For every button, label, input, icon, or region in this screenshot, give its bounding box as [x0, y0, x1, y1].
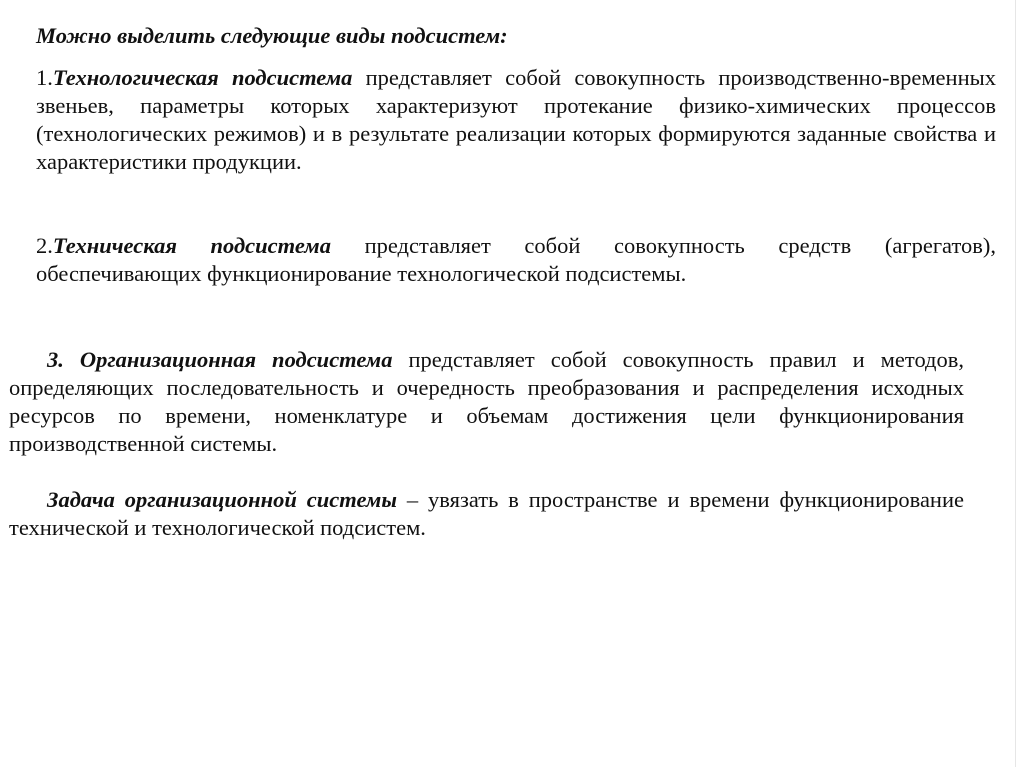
slide-heading: Можно выделить следующие виды подсистем:	[36, 23, 508, 48]
term-organizational-task: Задача организационной системы	[47, 487, 397, 512]
definition-text: представляет собой совокупность средств (агрегатов), обеспечивающих функционирование технологической подсистемы.	[36, 233, 996, 286]
term-technical-subsystem: Техническая подсистема	[52, 233, 331, 258]
paragraph-technological-subsystem	[36, 64, 996, 176]
term-organizational-subsystem: Организационная подсистема	[79, 347, 393, 372]
paragraph-organizational-subsystem	[9, 346, 964, 458]
task-text: – увязать в пространстве и времени функционирование технической и технологической подсистем.	[9, 487, 964, 540]
item-number: 2.	[36, 233, 53, 258]
definition-text: представляет собой совокупность правил и методов, определяющих последовательность и очередность преобразования и распределения исходных ресурсов по времени, номенклатуре и объемам достижения цели функционирования производственной системы.	[9, 347, 964, 456]
item-number: 1.	[36, 65, 53, 90]
paragraph-organizational-task	[9, 486, 964, 542]
slide-border	[1015, 0, 1016, 767]
definition-text: представляет собой совокупность производственно-временных звеньев, параметры которых характеризуют протекание физико-химических процессов (технологических режимов) и в результате реализации которых формируются заданные свойства и характеристики продукции.	[36, 65, 996, 174]
item-number: 3.	[47, 347, 80, 372]
term-technological-subsystem: Технологическая подсистема	[52, 65, 353, 90]
paragraph-technical-subsystem	[36, 232, 996, 288]
